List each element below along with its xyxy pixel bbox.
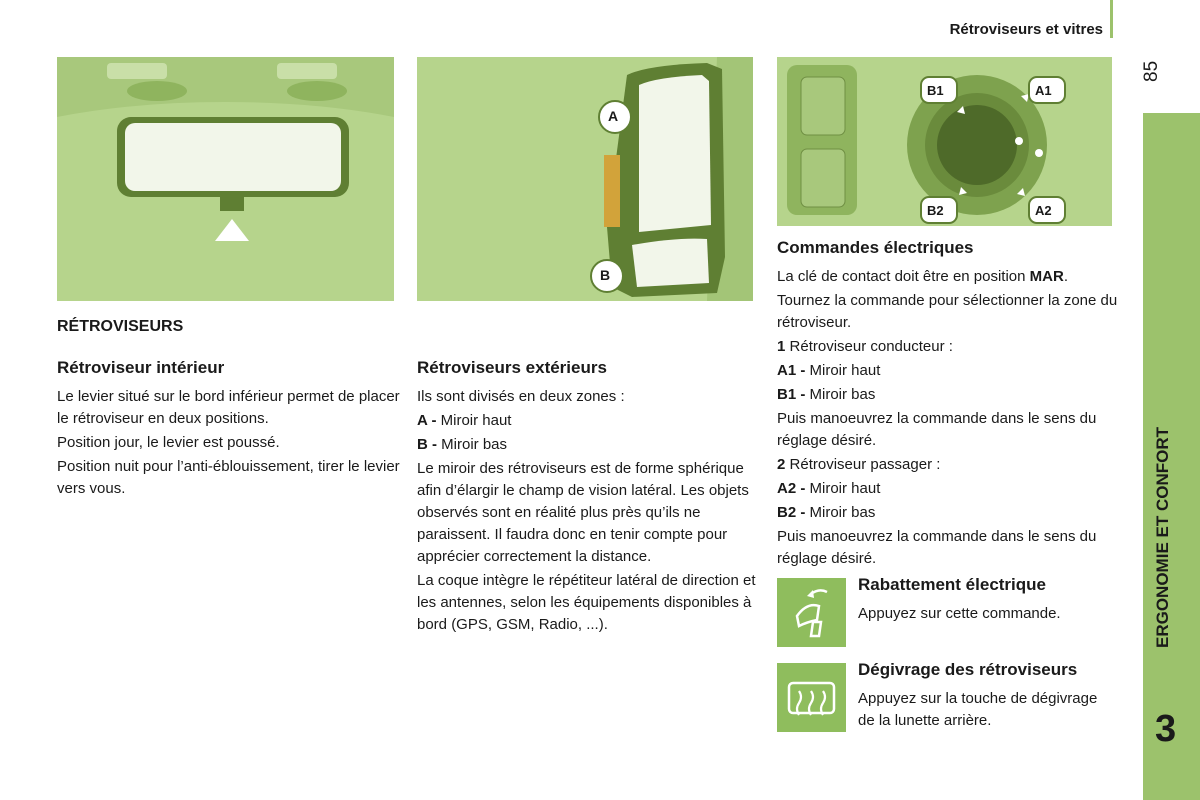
paragraph: Position nuit pour l’anti-éblouissement, tirer le levier vers vous. — [57, 458, 400, 497]
section-title: RÉTROVISEURS — [57, 318, 184, 335]
page-number: 85 — [1141, 60, 1162, 82]
paragraph: La clé de contact doit être en position MAR. — [777, 268, 1069, 285]
label-b2: B2 — [927, 203, 944, 218]
list-item: A2 - Miroir haut — [777, 480, 881, 497]
paragraph: Puis manoeuvrez la commande dans le sens du réglage désiré. — [777, 410, 1097, 449]
fold-text: Appuyez sur cette commande. — [858, 605, 1061, 622]
list-item: B - Miroir bas — [417, 436, 508, 453]
paragraph: Le miroir des rétroviseurs est de forme sphérique afin d’élargir le champ de vision latéral. Les objets observés sont en réalité plus près qu’ils ne paraissent. Il faudra donc en tenir compte pour apprécier correctement la distance. — [417, 460, 749, 565]
paragraph: Puis manoeuvrez la commande dans le sens du réglage désiré. — [777, 528, 1097, 567]
label-a: A — [608, 108, 619, 124]
label-b: B — [600, 267, 611, 283]
paragraph: Position jour, le levier est poussé. — [57, 434, 280, 451]
interior-mirror-heading: Rétroviseur intérieur — [57, 358, 225, 377]
column-1 — [57, 318, 402, 502]
rear-defrost-icon — [777, 663, 846, 732]
defrost-heading: Dégivrage des rétroviseurs — [858, 660, 1078, 679]
paragraph: Le levier situé sur le bord inférieur permet de placer le rétroviseur en deux positions. — [57, 388, 400, 427]
paragraph: Tournez la commande pour sélectionner la zone du rétroviseur. — [777, 292, 1118, 331]
list-item: B2 - Miroir bas — [777, 504, 876, 521]
column-2 — [417, 358, 762, 638]
list-item: 1 Rétroviseur conducteur : — [777, 338, 953, 355]
defrost-text: Appuyez sur la touche de dégivrage de la lunette arrière. — [858, 690, 1098, 729]
list-item: A - Miroir haut — [417, 412, 512, 429]
list-item: A1 - Miroir haut — [777, 362, 881, 379]
exterior-mirror-figure — [417, 57, 753, 301]
chapter-tab — [1143, 113, 1200, 800]
list-item: B1 - Miroir bas — [777, 386, 876, 403]
label-a1: A1 — [1035, 83, 1052, 98]
exterior-mirror-heading: Rétroviseurs extérieurs — [417, 358, 607, 377]
electric-controls-heading: Commandes électriques — [777, 238, 974, 257]
defrost-block — [858, 660, 1118, 734]
header-rule — [1110, 0, 1113, 38]
fold-heading: Rabattement électrique — [858, 575, 1046, 594]
header-title: Rétroviseurs et vitres — [949, 21, 1103, 38]
paragraph: Ils sont divisés en deux zones : — [417, 388, 625, 405]
chapter-label: ERGONOMIE ET CONFORT — [1153, 427, 1172, 648]
paragraph: La coque intègre le répétiteur latéral de direction et les antennes, selon les équipements disponibles à bord (GPS, GSM, Radio, ...). — [417, 572, 756, 633]
list-item: 2 Rétroviseur passager : — [777, 456, 941, 473]
label-a2: A2 — [1035, 203, 1052, 218]
column-3 — [777, 238, 1122, 572]
chapter-number: 3 — [1155, 708, 1177, 750]
mirror-fold-icon — [777, 578, 846, 647]
interior-mirror-figure — [57, 57, 394, 301]
fold-block — [858, 575, 1098, 627]
mirror-control-figure — [777, 57, 1112, 226]
label-b1: B1 — [927, 83, 944, 98]
